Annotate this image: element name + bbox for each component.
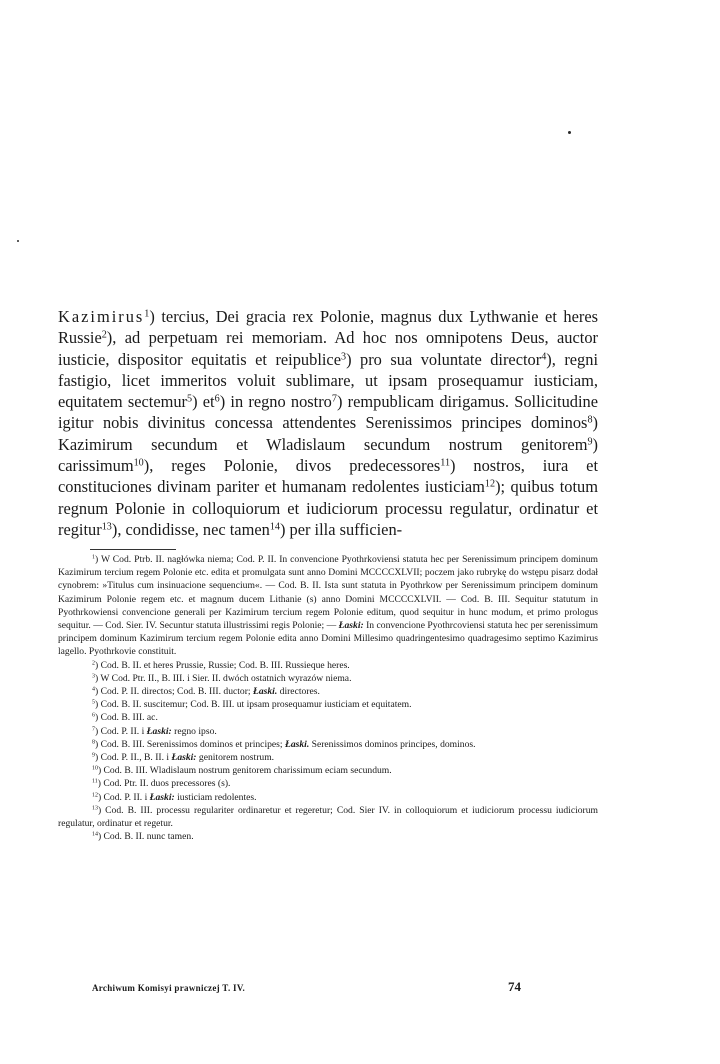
footnote-separator [90, 549, 176, 550]
text-segment: in regno nostro [225, 392, 332, 412]
footnote-text: Cod. B. III. Serenissimos dominos et principes; [100, 738, 285, 750]
footnote: $^8$) Cod. B. III. Serenissimos dominos et principes; Łaski. Serenissimos dominos principes, dominos. [92, 738, 476, 750]
footnote-number: 7 [92, 726, 95, 733]
footnote-number: 5 [92, 699, 95, 706]
footnote-ref: 8 [587, 414, 593, 426]
source-siglum: Łaski. [252, 686, 278, 698]
text-segment: ; quibus totum regnum Polonie in colloquiorum et iudiciorum processu regulatur, ordinatur et regitur [58, 477, 598, 539]
footnote-text: Cod. P. II. i [100, 725, 147, 737]
footnote-ref: 4 [541, 351, 547, 363]
text-segment: rempublicam dirigamus. Sollicitudine igitur nobis divinitus concessa attendentes Serenissimos principes dominos [58, 392, 598, 433]
main-paragraph [58, 306, 598, 540]
footnote-text: Cod. Ptr. II. duos precessores (s). [103, 778, 231, 790]
footnote-ref: 13 [101, 521, 112, 533]
text-segment: , condidisse, nec tamen [117, 519, 270, 539]
lead-word: Kazimirus [58, 307, 145, 326]
footnote: $^6$) Cod. B. III. ac. [92, 712, 158, 724]
footnote-number: 3 [92, 673, 95, 680]
footnote-text: Cod. P. II. directos; Cod. B. III. ductor; [100, 686, 253, 698]
source-siglum: Łaski: [146, 725, 172, 737]
source-siglum: Łaski: [149, 791, 175, 803]
footnote-ref: 10 [133, 457, 144, 469]
footnote: $^9$) Cod. P. II., B. II. i Łaski: genitorem nostrum. [92, 752, 275, 764]
footnote: $^{11}$) Cod. Ptr. II. duos precessores (s). [92, 778, 231, 790]
source-siglum: Łaski: [171, 752, 197, 764]
scan-speck [568, 131, 571, 134]
footnote-text: genitorem nostrum. [196, 752, 275, 764]
text-segment: , regni fastigio, licet immeritos voluit sublimare, ut ipsam prosequamur iusticiam, equitatem sectemur [58, 349, 599, 412]
footnote-text: Cod. B. II. et heres Prussie, Russie; Cod. B. III. Russieque heres. [100, 659, 350, 671]
main-text-body: $^1$) tercius, Dei gracia rex Polonie, magnus dux Lythwanie et heres Russie$^2$), ad perpetuam rei memoriam. Ad hoc nos omnipotens Deus, auctor iusticie, dispositor equitatis et reipublice$^3$) pro sua voluntate director$^4$), regni fastigio, licet immeritos voluit sublimare, ut ipsam prosequamur iusticiam, equitatem sectemur$^5$) $et^6$) in regno nostro$^7$) rempublicam dirigamus. Sollicitudine igitur nobis divinitus concessa attendentes Serenissimos principes dominos$^8$) Kazimirum secundum et Wladislaum secundum nostrum genitorem$^9$) carissimum$^{10}$), reges Polonie, divos predecessores$^{11}$) nostros, iura et constituciones divinam pariter et humanam redolentes iusticiam$^{12}$); quibus totum regnum Polonie in colloquiorum et iudiciorum processu regulatur, ordinatur et regitur$^{13}$), condidisse, nec tamen$^{14}$) per illa sufficien- [58, 307, 599, 539]
footnote-number: 14 [92, 832, 98, 838]
footnote-text: directores. [277, 686, 320, 698]
footnote-number: 6 [92, 713, 95, 720]
footnote: $^{12}$) Cod. P. II. i Łaski: iusticiam redolentes. [92, 791, 257, 803]
footnote-number: 1 [92, 554, 95, 561]
text-segment: tercius, Dei gracia rex Polonie, magnus dux Lythwanie et heres Russie [58, 307, 598, 348]
footnote-text: Cod. B. III. ac. [100, 712, 158, 724]
footnote-text: W Cod. Ptr. II., B. III. i Sier. II. dwóch ostatnich wyrazów niema. [100, 672, 352, 684]
footnote-number: 4 [92, 686, 95, 693]
footnote: $^2$) Cod. B. II. et heres Prussie, Russie; Cod. B. III. Russieque heres. [92, 659, 350, 671]
footnote: $^7$) Cod. P. II. i Łaski: regno ipso. [92, 725, 217, 737]
footnote-text: iusticiam redolentes. [174, 791, 257, 803]
text-segment: , ad perpetuam rei memoriam. Ad hoc nos omnipotens Deus, auctor iusticie, dispositor equitatis et reipublice [58, 328, 598, 369]
footnote-ref: 5 [187, 393, 193, 405]
footnote-text: Cod. P. II. i [103, 791, 150, 803]
footnote-ref: 11 [440, 457, 451, 469]
footnote: $^{10}$) Cod. B. III. Wladislaum nostrum genitorem charissimum eciam secundum. [92, 765, 392, 777]
footnote-number: 10 [92, 765, 98, 772]
footnote-ref: 14 [269, 521, 280, 533]
text-segment: per illa sufficien- [285, 519, 403, 539]
footnote-ref: 12 [484, 478, 496, 490]
footnote-text: Cod. B. III. processu regulariter ordinaretur et regeretur; Cod. Sier IV. in colloquiorum et iudiciorum processu iudiciorum regulatur, ordinatur et regetur. [58, 804, 598, 830]
text-segment: et [197, 392, 215, 412]
footnote: $^{13}$) Cod. B. III. processu regulariter ordinaretur et regeretur; Cod. Sier IV. in colloquiorum et iudiciorum processu iudiciorum regulatur, ordinatur et regetur. [58, 804, 598, 830]
footnote-number: 13 [92, 805, 98, 812]
footnotes-section [58, 553, 598, 843]
footnote-number: 8 [92, 739, 95, 746]
footnote-ref: 7 [331, 393, 337, 405]
footnote: $^4$) Cod. P. II. directos; Cod. B. III. ductor; Łaski. directores. [92, 686, 320, 698]
footnote: $^{14}$) Cod. B. II. nunc tamen. [92, 831, 194, 843]
text-segment: nostros, iura et constituciones divinam pariter et humanam redolentes iusticiam [58, 456, 598, 497]
footnote-ref: 3 [340, 351, 347, 363]
footnote: $^1$) W Cod. Ptrb. II. nagłówka niema; Cod. P. II. In convencione Pyothrkoviensi statuta hec per Serenissimum principem dominum Kazimirum tercium regem Polonie etc. edita et promulgata sunt anno Domini MCCCCXLVII; poczem jako rubrykę do wstępu pisarz dodał cynobrem: »Titulus cum insinuacione sequencium«. — Cod. B. II. Ista sunt statuta in Pyothrkow per Serenissimum principem dominum Kazimirum Polonie regem etc. et magnum ducem Lithanie (s) anno Domini MCCCCXLVII. — Cod. B. III. Sequitur statutum in Pyothrkowiensi convencione generali per Kazimirum tercium regem Polonie editum, quod sequitur in hunc modum, et primo prologus sequitur. — Cod. Sier. IV. Secuntur statuta illustrissimi regis Polonie; — Łaski: In convencione Pyothrcoviensi statuta hec per serenissimum principem dominum Kazimirum tercium regem Polonie edita anno Domini Millesimo quadringentesimo quadragesimo septimo Kazimirus lagello. Pyothrkovie constituit. [58, 554, 598, 658]
footnote-text: Cod. B. III. Wladislaum nostrum genitorem charissimum eciam secundum. [103, 765, 392, 777]
footnote: $^5$) Cod. B. II. suscitemur; Cod. B. III. ut ipsam prosequamur iusticiam et equitatem. [92, 699, 412, 711]
footnote-ref: 9 [587, 436, 593, 448]
text-segment: Kazimirum secundum et Wladislaum secundum nostrum genitorem [58, 434, 588, 454]
footnote-number: 2 [92, 660, 95, 667]
source-siglum: Łaski. [284, 738, 310, 750]
footnote-text: Cod. B. II. suscitemur; Cod. B. III. ut ipsam prosequamur iusticiam et equitatem. [100, 699, 412, 711]
footnote: $^3$) W Cod. Ptr. II., B. III. i Sier. II. dwóch ostatnich wyrazów niema. [92, 672, 352, 684]
footnote-number: 9 [92, 752, 95, 759]
text-segment: carissimum [58, 456, 134, 476]
footnote-text: Cod. B. II. nunc tamen. [103, 831, 194, 843]
footnote-text: Serenissimos dominos principes, dominos. [309, 738, 476, 750]
running-footer: Archiwum Komisyi prawniczej T. IV. [92, 983, 246, 993]
source-siglum: Łaski: [338, 620, 364, 632]
footnote-text: In convencione Pyothrcoviensi statuta hec per serenissimum principem dominum Kazimirum tercium regem Polonie edita anno Domini Millesimo quadringentesimo quadragesimo septimo Kazimirus lagello. Pyothrkovie constituit. [58, 620, 598, 658]
text-segment: , reges Polonie, divos predecessores [149, 456, 441, 476]
footnote-number: 12 [92, 792, 98, 799]
footnote-ref: 2 [101, 329, 107, 341]
footnote-text: regno ipso. [171, 725, 217, 737]
text-segment: pro sua voluntate director [351, 349, 542, 369]
footnote-ref: 6 [214, 393, 220, 405]
page-number: 74 [508, 979, 521, 994]
scan-speck [17, 240, 19, 242]
footnote-number: 11 [92, 779, 98, 786]
footnote-text: Cod. P. II., B. II. i [100, 752, 172, 764]
footnote-text: W Cod. Ptrb. II. nagłówka niema; Cod. P. II. In convencione Pyothrkoviensi statuta hec per Serenissimum principem dominum Kazimirum tercium regem Polonie etc. edita et promulgata sunt anno Domini MCCCCXLVII; poczem jako rubrykę do wstępu pisarz dodał cynobrem: »Titulus cum insinuacione sequencium«. — Cod. B. II. Ista sunt statuta in Pyothrkow per Serenissimum principem dominum Kazimirum Polonie regem etc. et magnum ducem Lithanie (s) anno Domini MCCCCXLVII. — Cod. B. III. Sequitur statutum in Pyothrkowiensi convencione generali per Kazimirum tercium regem Polonie editum, quod sequitur in hunc modum, et primo prologus sequitur. — Cod. Sier. IV. Secuntur statuta illustrissimi regis Polonie; — [58, 554, 598, 632]
footnote-ref: 1 [144, 308, 150, 320]
